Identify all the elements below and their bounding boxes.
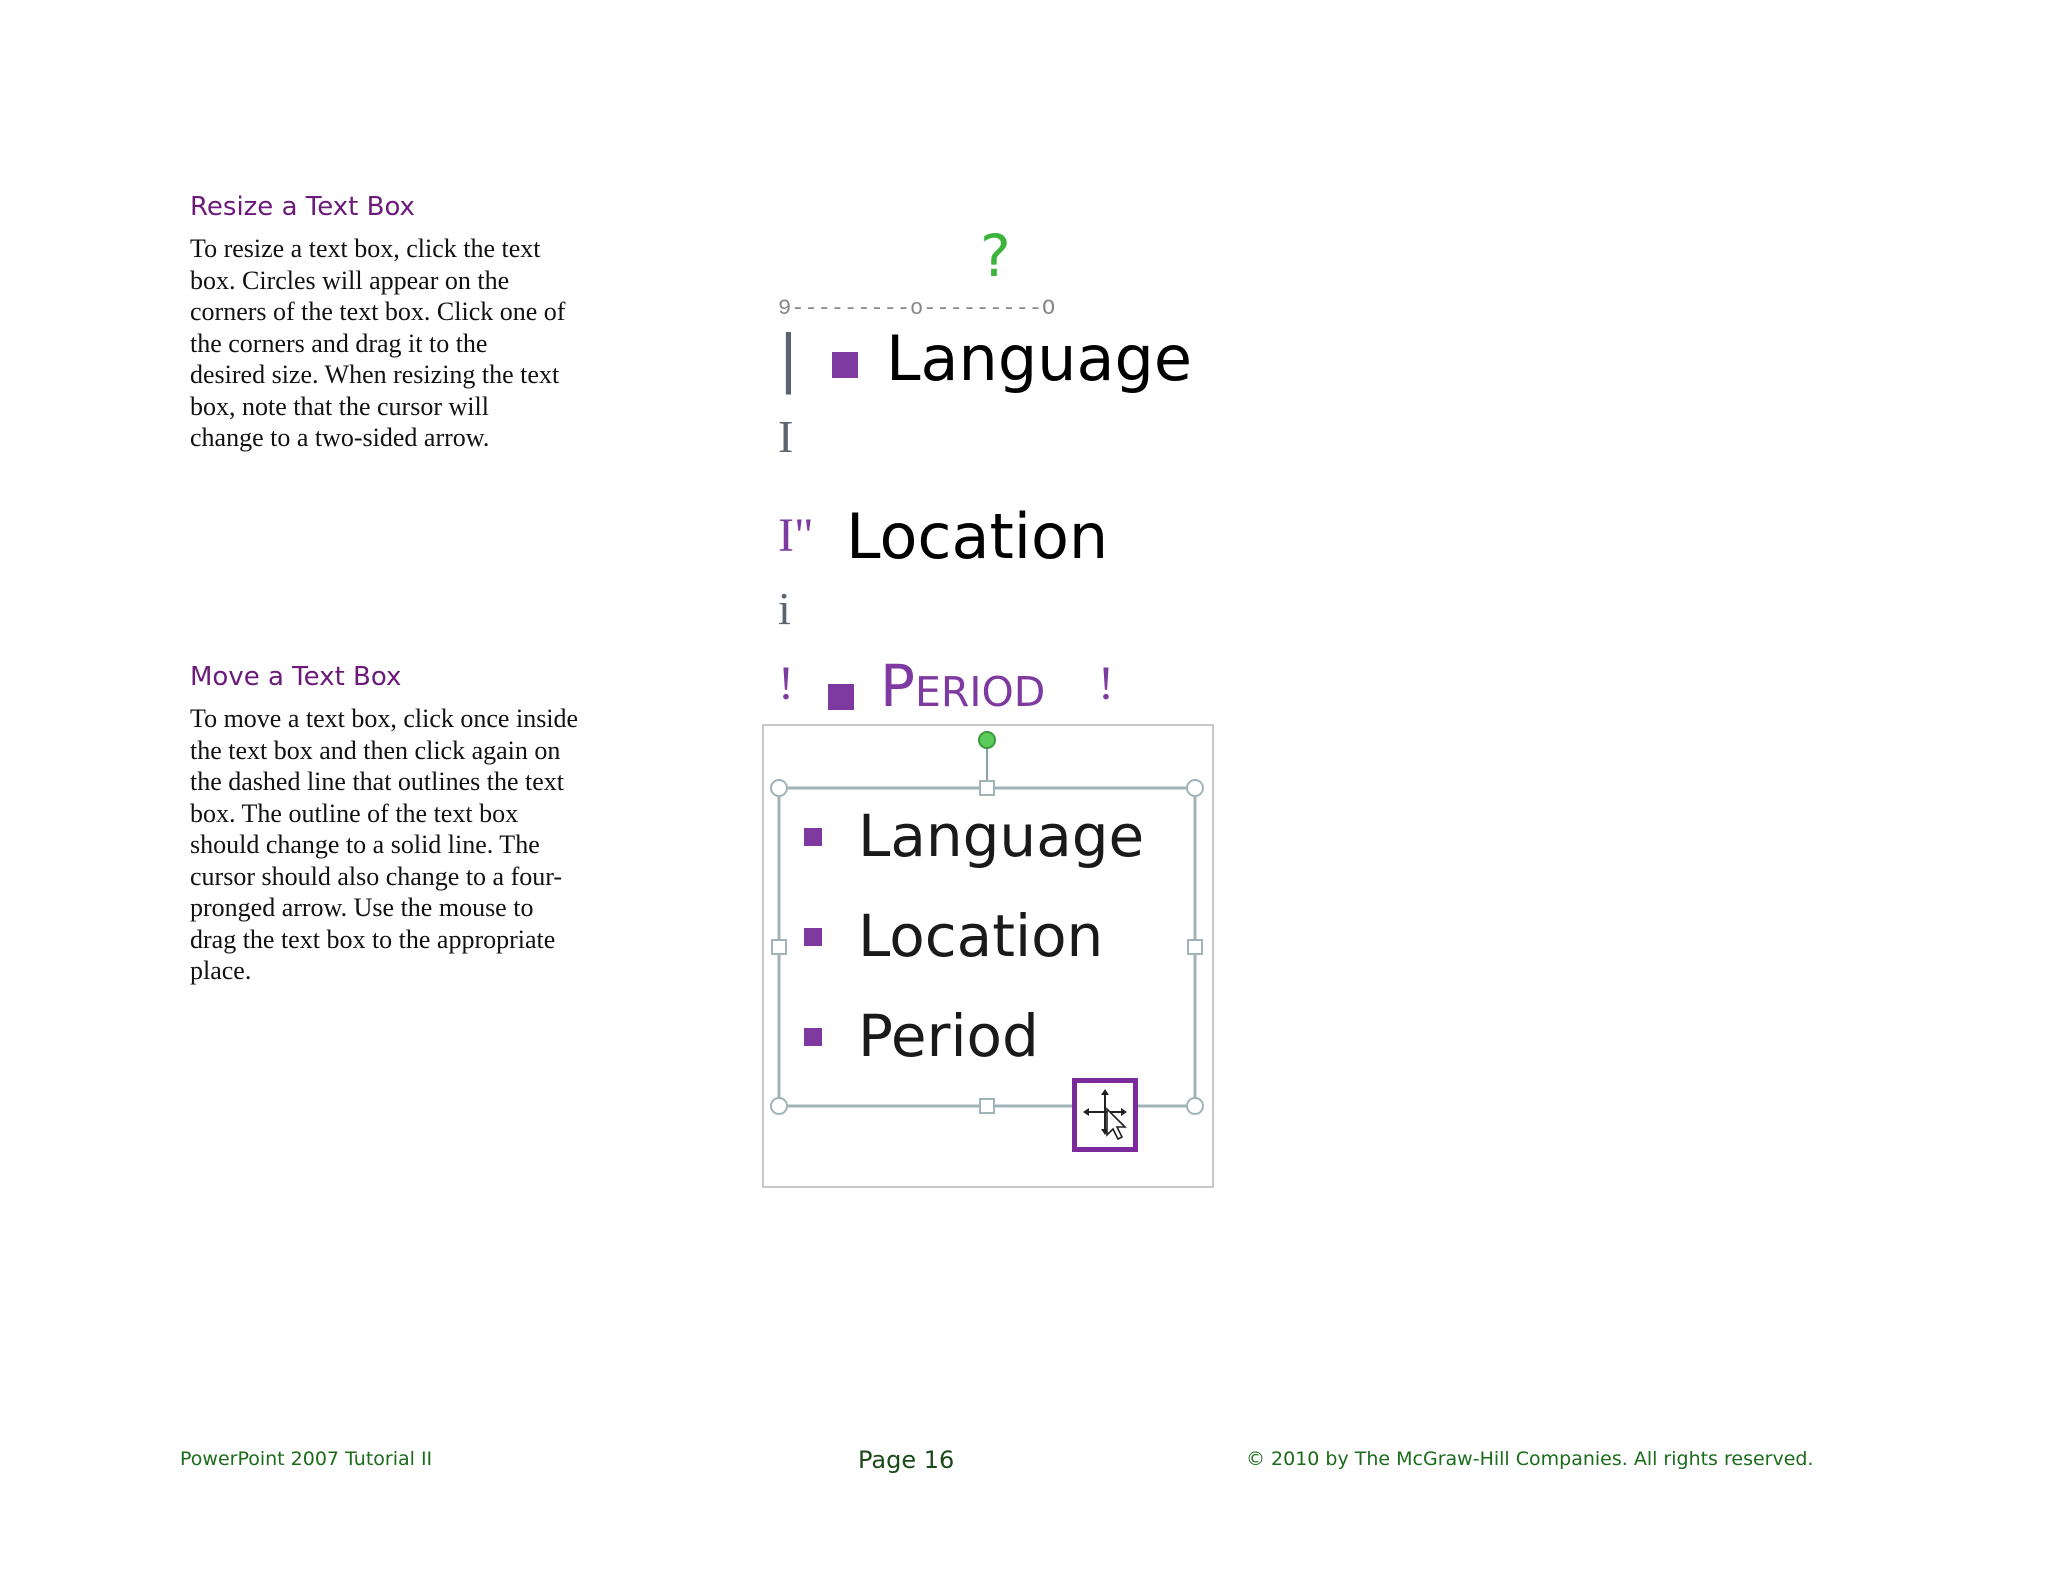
move-line: should change to a solid line. The — [190, 830, 540, 859]
exclamation-left: ! — [778, 657, 794, 710]
side-handle — [980, 1099, 994, 1113]
rotate-handle-icon: ? — [980, 222, 1011, 290]
cursor-glyph: I" — [778, 509, 814, 562]
four-pronged-arrow-cursor-icon — [1072, 1078, 1138, 1152]
bullet-square — [804, 828, 822, 846]
item-location: Location — [846, 500, 1109, 573]
item-language: Language — [886, 322, 1192, 395]
move-line: pronged arrow. Use the mouse to — [190, 893, 534, 922]
resize-heading: Resize a Text Box — [190, 192, 415, 222]
move-heading: Move a Text Box — [190, 662, 402, 692]
side-handle — [772, 940, 786, 954]
resize-line: box. Circles will appear on the — [190, 265, 510, 295]
small-i-glyph: i — [778, 583, 791, 634]
bullet-square — [804, 1028, 822, 1046]
screenshot-item-period: Period — [858, 1002, 1039, 1070]
bullet-square — [828, 684, 854, 710]
page-number: Page 16 — [858, 1446, 955, 1474]
screenshot-item-language: Language — [858, 802, 1145, 870]
ibeam-cursor-icon: I — [778, 411, 794, 462]
move-line: box. The outline of the text box — [190, 798, 519, 828]
move-line: To move a text box, click once inside — [190, 704, 579, 733]
move-line: the text box and then click again on — [190, 735, 561, 765]
rotate-handle-icon — [979, 732, 995, 748]
side-handle — [1188, 940, 1202, 954]
corner-handle — [1187, 780, 1203, 796]
resize-line: To resize a text box, click the text — [190, 234, 541, 263]
corner-handle — [771, 780, 787, 796]
text-box-screenshot — [762, 724, 1214, 1188]
move-line: cursor should also change to a four- — [190, 861, 563, 891]
resize-line: desired size. When resizing the text — [190, 360, 560, 389]
move-line: drag the text box to the appropriate — [190, 924, 556, 954]
text-box-left-edge: | — [778, 322, 799, 395]
exclamation-right: ! — [1098, 657, 1114, 710]
resize-line: box, note that the cursor will — [190, 391, 489, 421]
bullet-square — [832, 352, 858, 378]
move-line: the dashed line that outlines the text — [190, 767, 565, 796]
resize-line: change to a two-sided arrow. — [190, 423, 490, 452]
copyright: © 2010 by The McGraw-Hill Companies. All rights reserved. — [1246, 1448, 1814, 1470]
resize-paragraph — [190, 233, 630, 454]
bullet-square — [804, 928, 822, 946]
item-period: Period — [880, 652, 1046, 720]
corner-handle — [1187, 1098, 1203, 1114]
resize-line: the corners and drag it to the — [190, 328, 488, 358]
move-line: place. — [190, 956, 252, 985]
move-paragraph — [190, 703, 630, 987]
screenshot-item-location: Location — [858, 902, 1104, 970]
corner-handle — [771, 1098, 787, 1114]
resize-handle-line: 9---------o---------O — [778, 296, 1056, 321]
resize-line: corners of the text box. Click one of — [190, 297, 566, 326]
footer-title: PowerPoint 2007 Tutorial II — [180, 1448, 433, 1470]
side-handle — [980, 781, 994, 795]
